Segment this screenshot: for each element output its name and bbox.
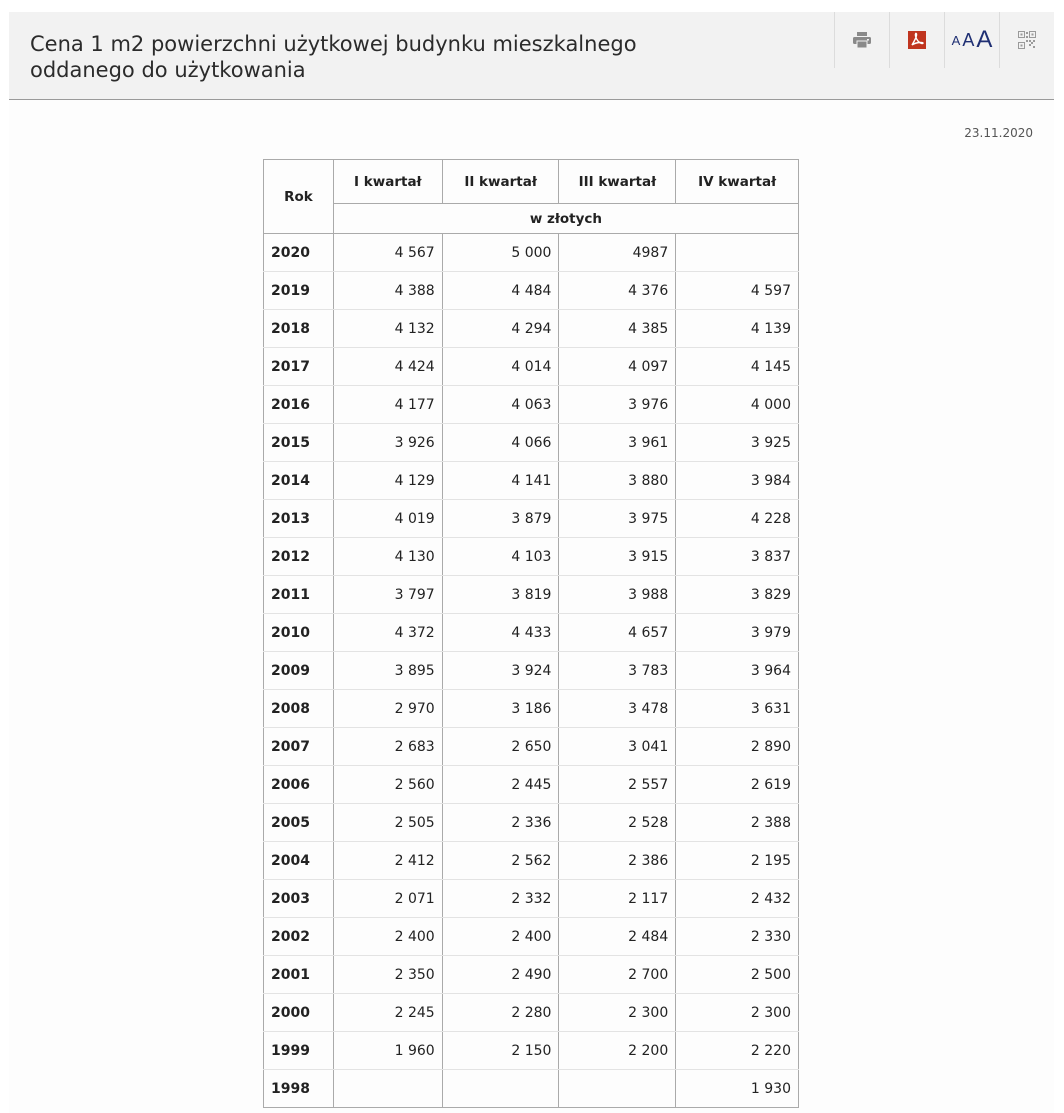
value-cell-q2: 4 141 (442, 462, 559, 500)
value-cell-q3: 2 386 (559, 842, 676, 880)
table-row (264, 956, 799, 994)
qr-code-button[interactable] (999, 12, 1054, 68)
value-cell-q2: 2 336 (442, 804, 559, 842)
value-cell-q1: 4 177 (333, 386, 442, 424)
year-cell: 2008 (264, 690, 334, 728)
value-cell-q1: 2 560 (333, 766, 442, 804)
value-cell-q3: 3 880 (559, 462, 676, 500)
font-size-medium-button[interactable]: A (962, 30, 975, 50)
value-cell-q4: 2 890 (676, 728, 799, 766)
table-row (264, 234, 799, 272)
year-cell: 2020 (264, 234, 334, 272)
table-row (264, 804, 799, 842)
value-cell-q3: 3 975 (559, 500, 676, 538)
table-row (264, 1070, 799, 1108)
value-cell-q3: 2 557 (559, 766, 676, 804)
column-header-q3: III kwartał (559, 160, 676, 204)
value-cell-q2: 4 014 (442, 348, 559, 386)
page-header (9, 12, 1054, 100)
table-row (264, 310, 799, 348)
value-cell-q4: 3 979 (676, 614, 799, 652)
table-row (264, 614, 799, 652)
printer-icon (853, 32, 871, 48)
value-cell-q3: 4 376 (559, 272, 676, 310)
value-cell-q1: 3 797 (333, 576, 442, 614)
value-cell-q3: 3 988 (559, 576, 676, 614)
value-cell-q2: 2 562 (442, 842, 559, 880)
table-row (264, 462, 799, 500)
year-cell: 2017 (264, 348, 334, 386)
qr-code-icon (1018, 31, 1036, 49)
year-cell: 2007 (264, 728, 334, 766)
value-cell-q1: 2 412 (333, 842, 442, 880)
table-row (264, 1032, 799, 1070)
value-cell-q3: 4 385 (559, 310, 676, 348)
table-row (264, 272, 799, 310)
table-body (264, 234, 799, 1108)
table-row (264, 766, 799, 804)
toolbar (834, 12, 1054, 68)
value-cell-q4: 2 300 (676, 994, 799, 1032)
table-row (264, 348, 799, 386)
value-cell-q4: 3 829 (676, 576, 799, 614)
value-cell-q3: 2 300 (559, 994, 676, 1032)
table-row (264, 424, 799, 462)
value-cell-q3: 3 041 (559, 728, 676, 766)
value-cell-q3: 4987 (559, 234, 676, 272)
font-size-controls (944, 12, 999, 68)
value-cell-q4: 3 925 (676, 424, 799, 462)
value-cell-q2: 4 066 (442, 424, 559, 462)
pdf-button[interactable] (889, 12, 944, 68)
value-cell-q1: 4 388 (333, 272, 442, 310)
year-cell: 2000 (264, 994, 334, 1032)
value-cell-q2 (442, 1070, 559, 1108)
value-cell-q1 (333, 1070, 442, 1108)
table-row (264, 690, 799, 728)
value-cell-q2: 4 484 (442, 272, 559, 310)
value-cell-q2: 5 000 (442, 234, 559, 272)
year-cell: 2001 (264, 956, 334, 994)
value-cell-q1: 1 960 (333, 1032, 442, 1070)
table-row (264, 994, 799, 1032)
table-row (264, 386, 799, 424)
value-cell-q4: 3 964 (676, 652, 799, 690)
year-cell: 2019 (264, 272, 334, 310)
value-cell-q4: 2 500 (676, 956, 799, 994)
value-cell-q3: 3 976 (559, 386, 676, 424)
value-cell-q4: 4 145 (676, 348, 799, 386)
value-cell-q2: 2 490 (442, 956, 559, 994)
font-size-large-button[interactable]: A (976, 26, 993, 53)
value-cell-q1: 4 424 (333, 348, 442, 386)
value-cell-q1: 2 400 (333, 918, 442, 956)
year-cell: 2018 (264, 310, 334, 348)
year-cell: 2004 (264, 842, 334, 880)
value-cell-q3: 2 528 (559, 804, 676, 842)
value-cell-q4: 2 619 (676, 766, 799, 804)
value-cell-q4: 3 984 (676, 462, 799, 500)
year-cell: 2009 (264, 652, 334, 690)
year-cell: 2013 (264, 500, 334, 538)
value-cell-q3: 2 700 (559, 956, 676, 994)
unit-header: w złotych (333, 204, 798, 234)
value-cell-q4 (676, 234, 799, 272)
value-cell-q2: 3 924 (442, 652, 559, 690)
value-cell-q3: 3 915 (559, 538, 676, 576)
value-cell-q4: 4 139 (676, 310, 799, 348)
value-cell-q2: 4 433 (442, 614, 559, 652)
value-cell-q1: 4 132 (333, 310, 442, 348)
value-cell-q1: 3 926 (333, 424, 442, 462)
value-cell-q4: 2 195 (676, 842, 799, 880)
value-cell-q2: 3 186 (442, 690, 559, 728)
year-cell: 2006 (264, 766, 334, 804)
value-cell-q4: 3 631 (676, 690, 799, 728)
value-cell-q1: 4 019 (333, 500, 442, 538)
value-cell-q3: 2 200 (559, 1032, 676, 1070)
value-cell-q4: 1 930 (676, 1070, 799, 1108)
publication-date: 23.11.2020 (964, 126, 1033, 140)
table-row (264, 880, 799, 918)
year-cell: 1999 (264, 1032, 334, 1070)
year-cell: 2014 (264, 462, 334, 500)
page (9, 12, 1054, 1113)
value-cell-q4: 2 220 (676, 1032, 799, 1070)
year-cell: 2002 (264, 918, 334, 956)
year-cell: 1998 (264, 1070, 334, 1108)
value-cell-q1: 4 567 (333, 234, 442, 272)
print-button[interactable] (834, 12, 889, 68)
value-cell-q4: 3 837 (676, 538, 799, 576)
year-cell: 2015 (264, 424, 334, 462)
value-cell-q1: 3 895 (333, 652, 442, 690)
value-cell-q2: 4 294 (442, 310, 559, 348)
table-row (264, 728, 799, 766)
value-cell-q1: 2 350 (333, 956, 442, 994)
value-cell-q3: 3 961 (559, 424, 676, 462)
value-cell-q4: 4 000 (676, 386, 799, 424)
value-cell-q4: 2 330 (676, 918, 799, 956)
value-cell-q2: 4 063 (442, 386, 559, 424)
year-cell: 2012 (264, 538, 334, 576)
value-cell-q3: 2 117 (559, 880, 676, 918)
table-row (264, 576, 799, 614)
value-cell-q2: 2 150 (442, 1032, 559, 1070)
value-cell-q2: 2 400 (442, 918, 559, 956)
value-cell-q2: 4 103 (442, 538, 559, 576)
value-cell-q2: 3 879 (442, 500, 559, 538)
table-row (264, 652, 799, 690)
column-header-q1: I kwartał (333, 160, 442, 204)
table-row (264, 538, 799, 576)
pdf-icon (908, 31, 926, 49)
table-row (264, 842, 799, 880)
value-cell-q3: 4 097 (559, 348, 676, 386)
column-header-year: Rok (264, 160, 334, 234)
value-cell-q1: 4 372 (333, 614, 442, 652)
price-table (263, 159, 799, 1108)
table-row (264, 918, 799, 956)
value-cell-q1: 2 505 (333, 804, 442, 842)
value-cell-q4: 2 388 (676, 804, 799, 842)
value-cell-q2: 2 445 (442, 766, 559, 804)
value-cell-q3: 3 783 (559, 652, 676, 690)
page-title-line-1: Cena 1 m2 powierzchni użytkowej budynku mieszkalnego (30, 32, 637, 56)
value-cell-q4: 4 228 (676, 500, 799, 538)
value-cell-q2: 2 332 (442, 880, 559, 918)
value-cell-q2: 2 280 (442, 994, 559, 1032)
value-cell-q4: 4 597 (676, 272, 799, 310)
value-cell-q2: 2 650 (442, 728, 559, 766)
year-cell: 2016 (264, 386, 334, 424)
value-cell-q4: 2 432 (676, 880, 799, 918)
value-cell-q3 (559, 1070, 676, 1108)
column-header-q2: II kwartał (442, 160, 559, 204)
column-header-q4: IV kwartał (676, 160, 799, 204)
value-cell-q1: 2 970 (333, 690, 442, 728)
year-cell: 2011 (264, 576, 334, 614)
year-cell: 2005 (264, 804, 334, 842)
year-cell: 2010 (264, 614, 334, 652)
page-title-line-2: oddanego do użytkowania (30, 58, 306, 82)
value-cell-q1: 2 071 (333, 880, 442, 918)
value-cell-q1: 4 129 (333, 462, 442, 500)
value-cell-q1: 2 683 (333, 728, 442, 766)
font-size-small-button[interactable]: A (951, 32, 961, 48)
value-cell-q2: 3 819 (442, 576, 559, 614)
value-cell-q1: 2 245 (333, 994, 442, 1032)
value-cell-q3: 2 484 (559, 918, 676, 956)
value-cell-q3: 3 478 (559, 690, 676, 728)
page-title (30, 31, 730, 83)
table-row (264, 500, 799, 538)
value-cell-q3: 4 657 (559, 614, 676, 652)
year-cell: 2003 (264, 880, 334, 918)
value-cell-q1: 4 130 (333, 538, 442, 576)
